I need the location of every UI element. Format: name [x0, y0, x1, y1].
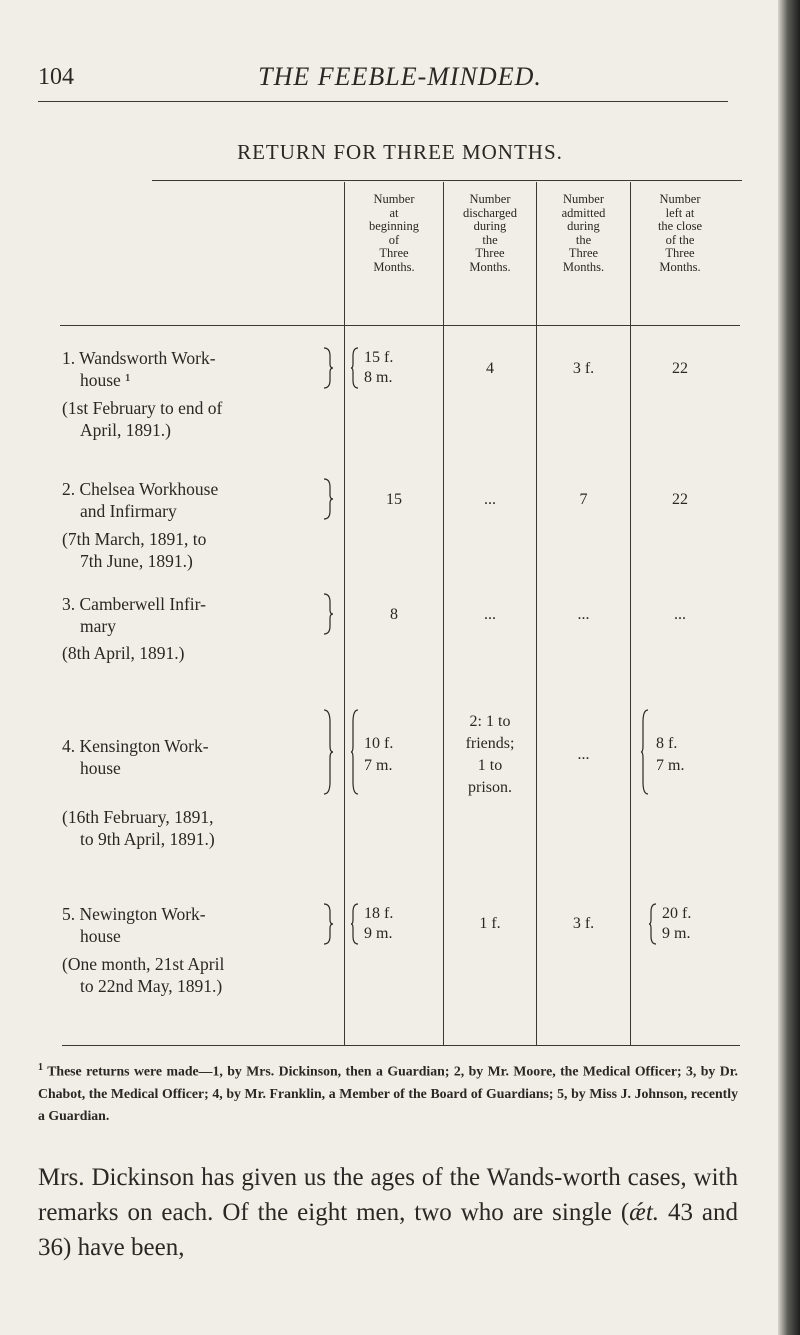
row-5-admitted: 3 f. [572, 915, 595, 932]
table-top-rule [152, 180, 742, 181]
row-4-beginning-female: 10 f. [364, 735, 394, 752]
row-3-name-line2: mary [80, 616, 116, 636]
column-rule-1 [344, 182, 345, 1045]
column-header-admitted: Number admitted during the Three Months. [561, 192, 606, 274]
column-header-left: Number left at the close of the Three Months. [657, 192, 703, 274]
row-4-label-brace [322, 708, 334, 801]
row-4-left-male: 7 m. [656, 757, 685, 774]
row-1-label-brace [322, 346, 334, 395]
footnote-marker: 1 [38, 1062, 43, 1073]
row-4-discharged-line2: friends; [465, 735, 515, 752]
body-text-end: 43 and 36) have been, [38, 1199, 738, 1261]
row-3-beginning: 8 [390, 606, 398, 623]
row-1-beginning-female: 15 f. [364, 349, 394, 366]
column-header-discharged: Number discharged during the Three Months. [463, 192, 517, 274]
body-text-start: Mrs. Dickinson has given us the ages of the Wands-worth cases, with remarks on each. Of the eight men, two who are single ( [38, 1164, 738, 1226]
row-4-left-female: 8 f. [656, 735, 678, 752]
table-title: RETURN FOR THREE MONTHS. [237, 140, 563, 164]
row-3-name-line1: 3. Camberwell Infir- [62, 594, 206, 614]
row-1-beginning-male: 8 m. [364, 369, 393, 386]
row-3-discharged: ... [484, 606, 496, 623]
row-5-label-brace [322, 902, 334, 951]
row-5-beginning-brace [350, 902, 360, 951]
row-1-left: 22 [672, 360, 688, 377]
table-bottom-rule [62, 1045, 740, 1046]
row-5-left-female: 20 f. [662, 905, 692, 922]
row-2-label-brace [322, 477, 334, 526]
row-1-dates-line1: (1st February to end of [62, 398, 223, 418]
row-4-discharged-line4: prison. [468, 779, 512, 796]
running-title: THE FEEBLE-MINDED. [258, 62, 542, 91]
row-4-beginning-brace [350, 708, 360, 801]
table-header-rule [60, 325, 740, 326]
row-5-discharged: 1 f. [479, 915, 501, 932]
row-1-discharged: 4 [486, 360, 494, 377]
body-text-italic: ǽt. [629, 1199, 660, 1226]
row-2-discharged: ... [484, 491, 496, 508]
row-1-dates-line2: April, 1891.) [80, 420, 171, 440]
row-4-dates-line1: (16th February, 1891, [62, 807, 214, 827]
row-2-name-line1: 2. Chelsea Workhouse [62, 479, 219, 499]
page-edge-shadow [778, 0, 800, 1335]
body-paragraph [38, 1160, 738, 1265]
row-3-admitted: ... [577, 606, 590, 623]
row-2-beginning: 15 [386, 491, 402, 508]
row-5-left-male: 9 m. [662, 925, 691, 942]
row-1-name-line1: 1. Wandsworth Work- [62, 348, 216, 368]
row-2-dates-line2: 7th June, 1891.) [80, 551, 193, 571]
row-4-name-line2: house [80, 758, 121, 778]
row-2-left: 22 [672, 491, 688, 508]
row-1-admitted: 3 f. [572, 360, 595, 377]
row-5-dates-line1: (One month, 21st April [62, 954, 225, 974]
footnote [38, 1057, 738, 1127]
row-4-admitted: ... [577, 746, 590, 763]
row-4-discharged-line3: 1 to [477, 757, 503, 774]
column-header-beginning: Number at beginning of Three Months. [369, 192, 419, 274]
row-2-dates-line1: (7th March, 1891, to [62, 529, 207, 549]
row-1-beginning-brace [350, 346, 360, 395]
header-rule [38, 101, 728, 102]
row-3-left: ... [674, 606, 686, 623]
row-4-dates-line2: to 9th April, 1891.) [80, 829, 215, 849]
row-5-beginning-male: 9 m. [364, 925, 393, 942]
row-1-name-line2: house ¹ [80, 370, 131, 390]
footnote-text: These returns were made—1, by Mrs. Dickinson, then a Guardian; 2, by Mr. Moore, the Medical Officer; 3, by Dr. Chabot, the Medical Officer; 4, by Mr. Franklin, a Member of the Board of Guardians; 5, by Miss J. Johnson, recently a Guardian. [38, 1063, 738, 1123]
row-3-dates-line1: (8th April, 1891.) [62, 643, 185, 663]
row-5-left-brace [648, 902, 658, 951]
row-3-label-brace [322, 592, 334, 641]
row-5-beginning-female: 18 f. [364, 905, 394, 922]
row-4-left-brace [640, 708, 650, 801]
column-rule-4 [630, 182, 631, 1045]
row-5-name-line2: house [80, 926, 121, 946]
row-5-dates-line2: to 22nd May, 1891.) [80, 976, 223, 996]
row-2-admitted: 7 [579, 491, 588, 508]
row-5-name-line1: 5. Newington Work- [62, 904, 206, 924]
row-4-name-line1: 4. Kensington Work- [62, 736, 209, 756]
row-2-name-line2: and Infirmary [80, 501, 177, 521]
row-4-discharged-line1: 2: 1 to [469, 713, 511, 730]
page-number: 104 [38, 64, 74, 90]
row-4-beginning-male: 7 m. [364, 757, 393, 774]
